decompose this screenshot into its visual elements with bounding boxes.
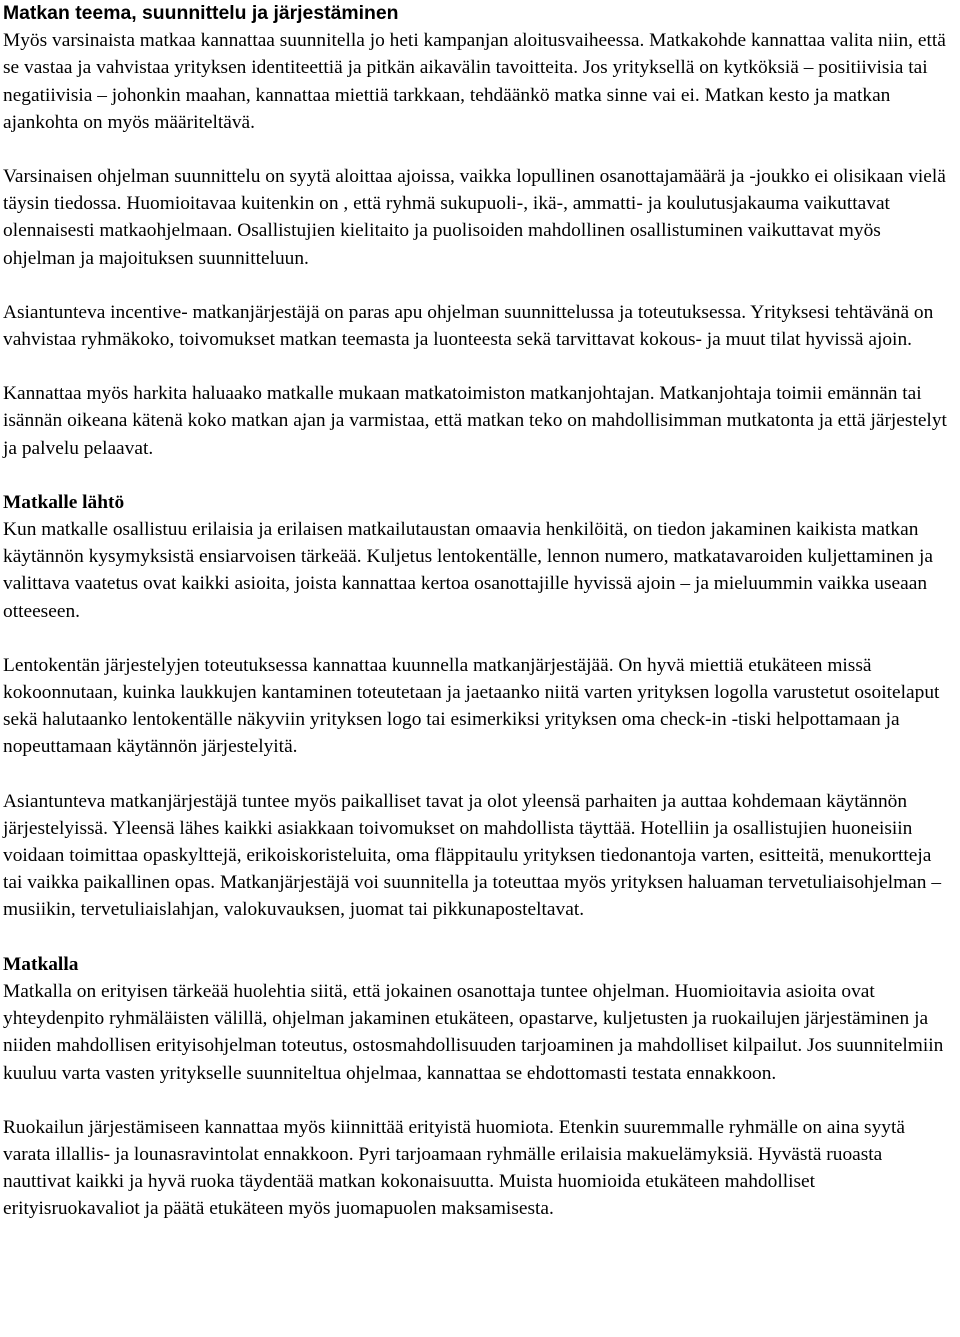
paragraph-program-planning (3, 163, 953, 272)
paragraph-local-arrangements: Asiantunteva matkanjärjestäjä tuntee myös paikalliset tavat ja olot yleensä parhaiten ja auttaa kohdemaan käytännön järjestelyissä. Yleensä lähes kaikki asiakkaan toivomukset on mahdollista täyttää. Hotelliin ja osallistujien huoneisiin voidaan toimittaa opaskylttejä, erikoiskoristeluita, oma fläppitaulu yrityksen tiedonantoja varten, esitteitä, menukortteja tai vaikka paikallinen opas. Matkanjärjestäjä voi suunnitella ja toteuttaa myös yrityksen haluaman tervetuliaisohjelman – musiikin, tervetuliaislahjan, valokuvauksen, juomat tai pikkunaposteltavat. (3, 790, 942, 921)
program-planning-text: Varsinaisen ohjelman suunnittelu on syytä aloittaa ajoissa, vaikka lopullinen osanottajamäärä ja -joukko ei olisikaan vielä täysin tiedossa. (3, 166, 946, 215)
paragraph-airport-arrangements: Lentokentän järjestelyjen toteutuksessa kannattaa kuunnella matkanjärjestäjää. On hyvä miettiä etukäteen missä kokoonnutaan, kuinka laukkujen kantaminen toteutetaan ja jaetaanko niitä varten yrityksen logolla varustetut osoitelaput sekä halutaanko lentokentälle näkyviin yrityksen logo tai esimerkiksi yrityksen oma check-in -tiski helpottamaan ja nopeuttamaan käytännön järjestelyitä. (3, 654, 940, 758)
intro-text: Myös varsinaista matkaa kannattaa suunnitella jo heti kampanjan aloitusvaiheessa. Matkakohde kannattaa valita niin, että se vastaa ja vahvistaa yrityksen identiteettiä ja pitkän aikavälin tavoitteita. Jos yrityksellä on kytköksiä – positiivisia tai negatiivisia – johonkin maahan, kannattaa miettiä tarkkaan, tehdäänkö matka sinne vai ei. Matkan kesto ja matkan ajankohta on myös määriteltävä. (3, 30, 946, 133)
paragraph-dining: Ruokailun järjestämiseen kannattaa myös kiinnittää erityistä huomiota. Etenkin suuremmalle ryhmälle on aina syytä varata illallis- ja lounasravintolat ennakkoon. Pyri tarjoamaan ryhmälle erilaisia makuelämyksiä. Hyvästä ruoasta nauttivat kaikki ja hyvä ruoka täydentää matkan kokonaisuutta. Muista huomioida etukäteen mahdolliset erityisruokavaliot ja päätä etukäteen myös juomapuolen maksamisesta. (3, 1116, 905, 1220)
paragraph-departure-info: Kun matkalle osallistuu erilaisia ja erilaisen matkailutaustan omaavia henkilöitä, on tiedon jakaminen kaikista matkan käytännön kysymyksistä ensiarvoisen tärkeää. Kuljetus lentokentälle, lennon numero, matkatavaroiden kuljettaminen ja valittava vaatetus ovat kaikki asioita, joista kannattaa kertoa osanottajille hyvissä ajoin – ja mieluummin vaikka useaan otteeseen. (3, 519, 933, 622)
section-heading-theme: Matkan teema, suunnittelu ja järjestäminen (3, 2, 399, 24)
section-heading-during-trip: Matkalla (3, 953, 79, 975)
paragraph-incentive-organizer: Asiantunteva incentive- matkanjärjestäjä on paras apu ohjelman suunnittelussa ja toteutuksessa. Yrityksesi tehtävänä on vahvistaa ryhmäkoko, toivomukset matkan teemasta ja luonteesta sekä tarvittavat kokous- ja muut tilat hyvissä ajoin. (3, 301, 934, 351)
intro-paragraph (3, 27, 953, 136)
section-heading-departure: Matkalle lähtö (3, 491, 125, 513)
paragraph-tour-leader: Kannattaa myös harkita haluaako matkalle mukaan matkatoimiston matkanjohtajan. Matkanjohtaja toimii emännän tai isännän oikeana kätenä koko matkan ajan ja varmistaa, että matkan teko on mahdollisimman mutkatonta ja että järjestelyt ja palvelu pelaavat. (3, 383, 947, 459)
document-page (3, 0, 953, 1223)
group-composition-text: Huomioitavaa kuitenkin on , että ryhmä sukupuoli-, ikä-, ammatti- ja koulutusjakauma vaikuttavat olennaisesti matkaohjelmaan. Osallistujien kielitaito ja puolisoiden mahdollinen osallistuminen vaikuttavat myös ohjelman ja majoituksen suunnitteluun. (3, 193, 890, 269)
paragraph-program-awareness: Matkalla on erityisen tärkeää huolehtia siitä, että jokainen osanottaja tuntee ohjelman. Huomioitavia asioita ovat yhteydenpito ryhmäläisten välillä, ohjelman jakaminen etukäteen, opastarve, kuljetusten ja ruokailujen järjestäminen ja niiden mahdollisen erityisohjelman toteutus, ostosmahdollisuuden tarjoaminen ja mahdolliset kilpailut. Jos suunnitelmiin kuuluu varta vasten yritykselle suunniteltua ohjelmaa, kannattaa se ehdottomasti testata ennakkoon. (3, 980, 944, 1084)
